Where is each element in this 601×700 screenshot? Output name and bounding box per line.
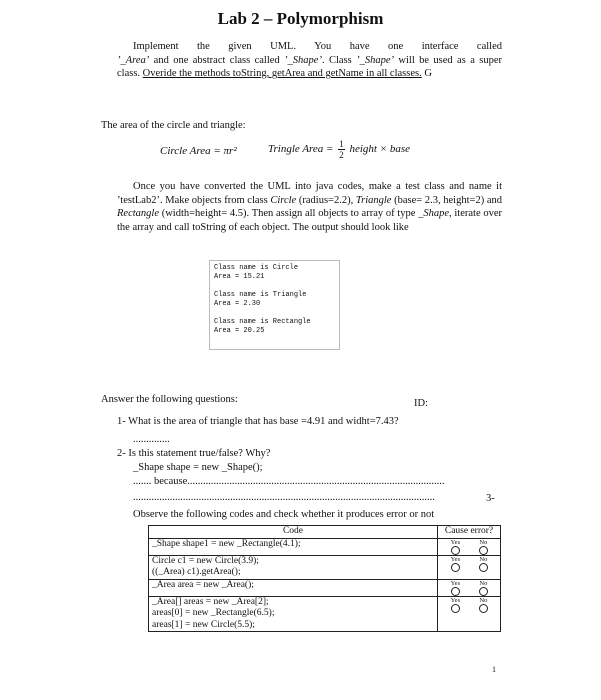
code-line: _Area[] areas = new _Area[2]; bbox=[152, 596, 269, 607]
yes-radio[interactable] bbox=[451, 563, 460, 572]
yes-radio[interactable] bbox=[451, 587, 460, 596]
rectangle-class-name: Rectangle bbox=[117, 208, 159, 219]
intro-paragraph bbox=[117, 40, 502, 81]
question-1: 1- What is the area of triangle that has base =4.91 and widht=7.43? bbox=[117, 416, 399, 427]
output-rectangle-name: Class name is Rectangle bbox=[214, 318, 311, 326]
yes-label: Yes bbox=[450, 579, 461, 587]
formula-circle-area: Circle Area = πr² bbox=[160, 145, 237, 157]
intro-mid-2: . Class bbox=[321, 54, 357, 66]
instructions-text-4: (width=height= 4.5). Then assign all objects to array of type bbox=[158, 208, 419, 219]
fraction-numerator: 1 bbox=[339, 139, 344, 149]
formula-triangle-lhs: Tringle Area = bbox=[268, 143, 337, 156]
table-row bbox=[149, 596, 501, 632]
fraction-denominator: 2 bbox=[339, 150, 344, 160]
no-radio[interactable] bbox=[479, 546, 488, 555]
table-row bbox=[149, 579, 501, 596]
yes-radio[interactable] bbox=[451, 604, 460, 613]
shape-name-2: ’_Shape’ bbox=[356, 54, 395, 66]
question-2-answer-line: ................................................................................................................... bbox=[133, 492, 435, 503]
question-2-code: _Shape shape = new _Shape(); bbox=[133, 462, 263, 473]
table-header-row bbox=[149, 526, 501, 539]
code-line: areas[1] = new Circle(5.5); bbox=[152, 619, 255, 630]
code-cell bbox=[149, 538, 438, 555]
code-column-header: Code bbox=[149, 526, 438, 539]
intro-tail: G bbox=[421, 68, 432, 79]
output-circle-name: Class name is Circle bbox=[214, 264, 299, 272]
code-error-table bbox=[148, 525, 501, 632]
question-1-answer-blank: .............. bbox=[133, 434, 170, 445]
no-label: No bbox=[479, 596, 488, 604]
page-number: 1 bbox=[492, 665, 496, 674]
intro-mid-1: and one abstract class called bbox=[149, 54, 285, 66]
code-cell bbox=[149, 596, 438, 632]
instructions-paragraph bbox=[117, 180, 502, 234]
formula-fraction bbox=[338, 139, 345, 160]
question-3-number: 3- bbox=[486, 493, 495, 504]
answer-cell bbox=[438, 579, 501, 596]
output-triangle-area: Area = 2.30 bbox=[214, 300, 261, 308]
sample-output-box bbox=[209, 260, 340, 350]
no-radio[interactable] bbox=[479, 587, 488, 596]
questions-heading: Answer the following questions: bbox=[101, 394, 238, 405]
code-line: ((_Area) c1).getArea(); bbox=[152, 567, 241, 577]
no-radio[interactable] bbox=[479, 563, 488, 572]
no-label: No bbox=[479, 555, 488, 563]
code-cell bbox=[149, 579, 438, 596]
triangle-class-name: Triangle bbox=[355, 194, 392, 206]
override-instruction: Overide the methods toString, getArea and getName in all classes. bbox=[142, 68, 422, 79]
circle-class-name: Circle bbox=[270, 194, 297, 206]
yes-label: Yes bbox=[450, 596, 461, 604]
code-line: _Shape shape1 = new _Rectangle(4.1); bbox=[152, 538, 301, 549]
page-title: Lab 2 – Polymorphism bbox=[217, 9, 384, 28]
output-rectangle-area: Area = 20.25 bbox=[214, 327, 265, 335]
yes-label: Yes bbox=[450, 555, 461, 563]
table-row bbox=[149, 538, 501, 555]
shape-name: ’_Shape’ bbox=[284, 54, 322, 66]
formula-triangle-rhs: height × base bbox=[346, 143, 411, 156]
intro-mid-3: will be used as a super class. bbox=[117, 54, 502, 79]
id-label: ID: bbox=[414, 398, 428, 409]
no-label: No bbox=[479, 579, 488, 587]
code-line: areas[0] = new _Rectangle(6.5); bbox=[152, 608, 275, 618]
no-label: No bbox=[479, 538, 488, 546]
instructions-text-2: (radius=2.2), bbox=[296, 194, 356, 206]
area-heading: The area of the circle and triangle: bbox=[101, 120, 246, 131]
shape-type-name: _Shape bbox=[418, 208, 450, 219]
question-2-because-line: ....... because.................................................................................................. bbox=[133, 476, 445, 487]
question-3: Observe the following codes and check whether it produces error or not bbox=[133, 509, 435, 520]
yes-radio[interactable] bbox=[451, 546, 460, 555]
question-2: 2- Is this statement true/false? Why? bbox=[117, 448, 271, 459]
answer-cell bbox=[438, 538, 501, 555]
instructions-text-3: (base= 2.3, height=2) and bbox=[391, 194, 503, 206]
no-radio[interactable] bbox=[479, 604, 488, 613]
output-circle-area: Area = 15.21 bbox=[214, 273, 265, 281]
yes-label: Yes bbox=[450, 538, 461, 546]
table-row bbox=[149, 555, 501, 579]
formula-triangle-area bbox=[268, 139, 410, 160]
output-triangle-name: Class name is Triangle bbox=[214, 291, 307, 299]
code-line: _Area area = new _Area(); bbox=[152, 579, 254, 590]
code-cell bbox=[149, 555, 438, 579]
area-name: ’_Area’ bbox=[117, 54, 150, 66]
answer-cell bbox=[438, 596, 501, 632]
instructions-text-1: Once you have converted the UML into java codes, make a test class and name it ’testLab2’. Make objects from class bbox=[117, 181, 502, 206]
code-line: Circle c1 = new Circle(3.9); bbox=[152, 555, 259, 566]
error-column-header: Cause error? bbox=[438, 526, 501, 539]
instructions-text-5: , iterate over the array and call toString of each object. The output should look like bbox=[117, 208, 502, 233]
intro-line-1: Implement the given UML. You have one interface called bbox=[133, 41, 502, 52]
answer-cell bbox=[438, 555, 501, 579]
